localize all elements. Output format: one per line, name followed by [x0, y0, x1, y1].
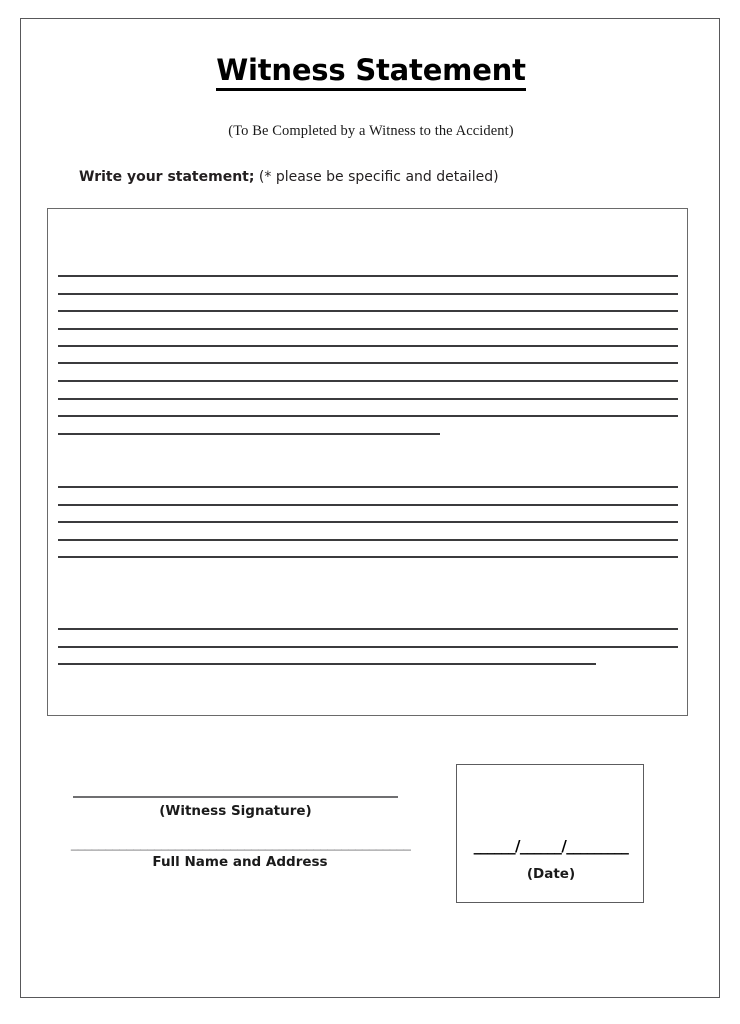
statement-input-box[interactable]	[47, 208, 688, 716]
statement-rule-line[interactable]	[58, 433, 440, 435]
page-subtitle: (To Be Completed by a Witness to the Accident)	[228, 123, 514, 139]
statement-rule-line[interactable]	[58, 521, 678, 523]
statement-instruction-note: (* please be specific and detailed)	[258, 169, 499, 185]
full-name-address-caption: Full Name and Address	[152, 854, 328, 870]
page-title-text: Witness Statement	[216, 55, 526, 91]
statement-rule-line[interactable]	[58, 646, 678, 648]
page-frame	[20, 18, 720, 998]
statement-rule-line[interactable]	[58, 345, 678, 347]
full-name-address-line[interactable]: _________________________________________________	[71, 836, 411, 851]
statement-rule-line[interactable]	[58, 663, 596, 665]
date-caption: (Date)	[526, 866, 576, 882]
statement-instruction	[79, 169, 499, 185]
witness-signature-caption: (Witness Signature)	[159, 803, 312, 819]
date-slots-line[interactable]: ______/______/_________	[473, 837, 629, 855]
statement-rule-line[interactable]	[58, 275, 678, 277]
page-title	[21, 55, 721, 91]
statement-rule-line[interactable]	[58, 556, 678, 558]
statement-rule-line[interactable]	[58, 380, 678, 382]
statement-rule-line[interactable]	[58, 328, 678, 330]
statement-rule-line[interactable]	[58, 362, 678, 364]
statement-rule-line[interactable]	[58, 293, 678, 295]
date-box[interactable]	[456, 764, 644, 903]
statement-rule-line[interactable]	[58, 504, 678, 506]
statement-rule-line[interactable]	[58, 628, 678, 630]
statement-rule-line[interactable]	[58, 539, 678, 541]
statement-rule-line[interactable]	[58, 398, 678, 400]
statement-instruction-bold: Write your statement;	[79, 169, 255, 185]
statement-rule-line[interactable]	[58, 310, 678, 312]
statement-rule-line[interactable]	[58, 486, 678, 488]
witness-signature-line[interactable]	[73, 796, 398, 798]
statement-rule-line[interactable]	[58, 415, 678, 417]
